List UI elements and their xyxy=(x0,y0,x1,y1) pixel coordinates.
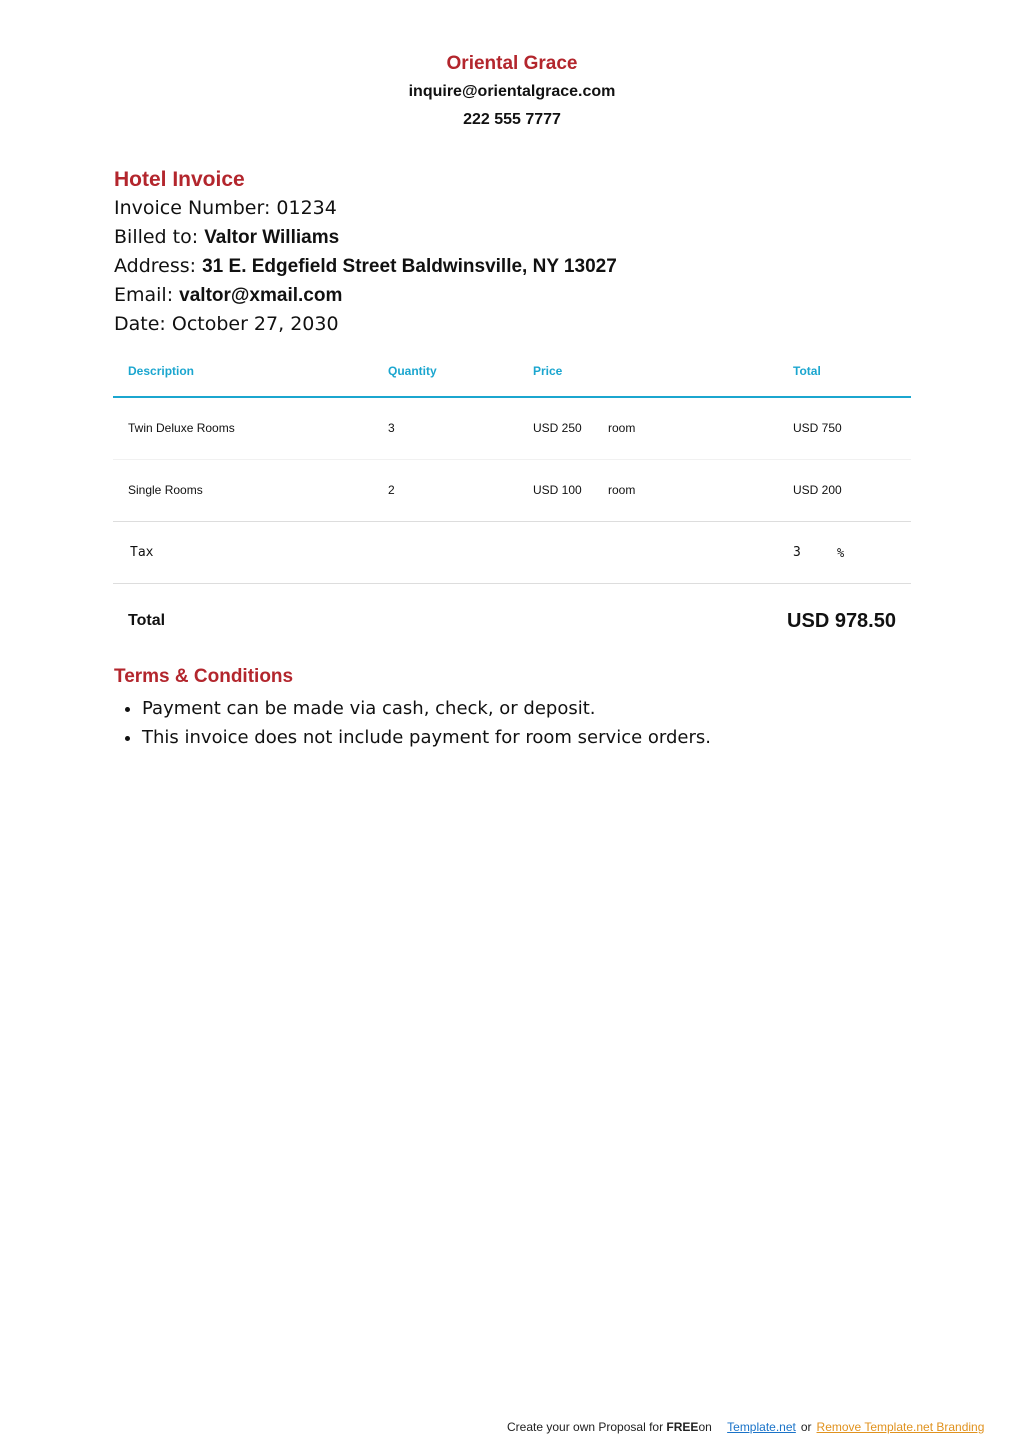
grand-total-label: Total xyxy=(128,612,166,629)
date-line xyxy=(114,310,617,339)
list-item: • This invoice does not include payment for room service orders. xyxy=(142,723,711,752)
company-email: inquire@orientalgrace.com xyxy=(408,83,616,100)
tax-value: 3 xyxy=(793,545,801,560)
remove-branding-link[interactable]: Remove Template.net Branding xyxy=(816,1420,985,1434)
footer-prefix: Create your own Proposal for xyxy=(507,1420,667,1434)
tax-unit: % xyxy=(837,546,845,560)
invoice-info xyxy=(114,166,617,339)
grand-total-value: USD 978.50 xyxy=(787,610,896,632)
row-description: Twin Deluxe Rooms xyxy=(128,421,235,435)
billed-to-name: Valtor Williams xyxy=(204,227,340,248)
table-row xyxy=(113,460,911,522)
row-total: USD 200 xyxy=(793,483,842,497)
footer-or: or xyxy=(800,1420,812,1434)
billed-to-line xyxy=(114,223,617,252)
footer-on: on xyxy=(698,1420,712,1434)
row-unit: room xyxy=(608,483,636,497)
email-line xyxy=(114,281,617,310)
address-label: Address: xyxy=(114,255,203,277)
invoice-number-label: Invoice Number: xyxy=(114,197,277,219)
row-quantity: 2 xyxy=(388,483,395,497)
row-price: USD 100 xyxy=(533,483,582,497)
invoice-number: 01234 xyxy=(276,197,337,219)
date-value: October 27, 2030 xyxy=(171,313,339,335)
row-quantity: 3 xyxy=(388,421,395,435)
tax-row xyxy=(113,522,911,584)
invoice-table xyxy=(113,336,911,584)
list-item: • Payment can be made via cash, check, or deposit. xyxy=(142,694,711,723)
company-phone: 222 555 7777 xyxy=(463,111,561,128)
address-value: 31 E. Edgefield Street Baldwinsville, NY 13027 xyxy=(202,256,617,277)
row-price: USD 250 xyxy=(533,421,582,435)
table-header-row xyxy=(113,336,911,398)
row-unit: room xyxy=(608,421,636,435)
grand-total-row xyxy=(113,608,911,638)
address-line xyxy=(114,252,617,281)
email-value: valtor@xmail.com xyxy=(179,285,343,306)
template-net-link[interactable]: Template.net xyxy=(727,1420,796,1434)
header-description: Description xyxy=(128,364,195,378)
tax-label: Tax xyxy=(130,545,154,560)
terms-list xyxy=(114,694,711,752)
invoice-title: Hotel Invoice xyxy=(114,168,245,191)
header-quantity: Quantity xyxy=(388,364,437,378)
date-label: Date: xyxy=(114,313,172,335)
terms-section xyxy=(114,664,711,752)
company-header xyxy=(0,52,1024,130)
invoice-number-line xyxy=(114,194,617,223)
header-total: Total xyxy=(793,364,821,378)
header-price: Price xyxy=(533,364,563,378)
table-row xyxy=(113,398,911,460)
email-label: Email: xyxy=(114,284,180,306)
footer-free: FREE xyxy=(666,1420,699,1434)
billed-to-label: Billed to: xyxy=(114,226,205,248)
company-name: Oriental Grace xyxy=(446,53,578,74)
terms-title: Terms & Conditions xyxy=(114,666,294,687)
branding-footer xyxy=(507,1419,984,1435)
row-description: Single Rooms xyxy=(128,483,203,497)
row-total: USD 750 xyxy=(793,421,842,435)
